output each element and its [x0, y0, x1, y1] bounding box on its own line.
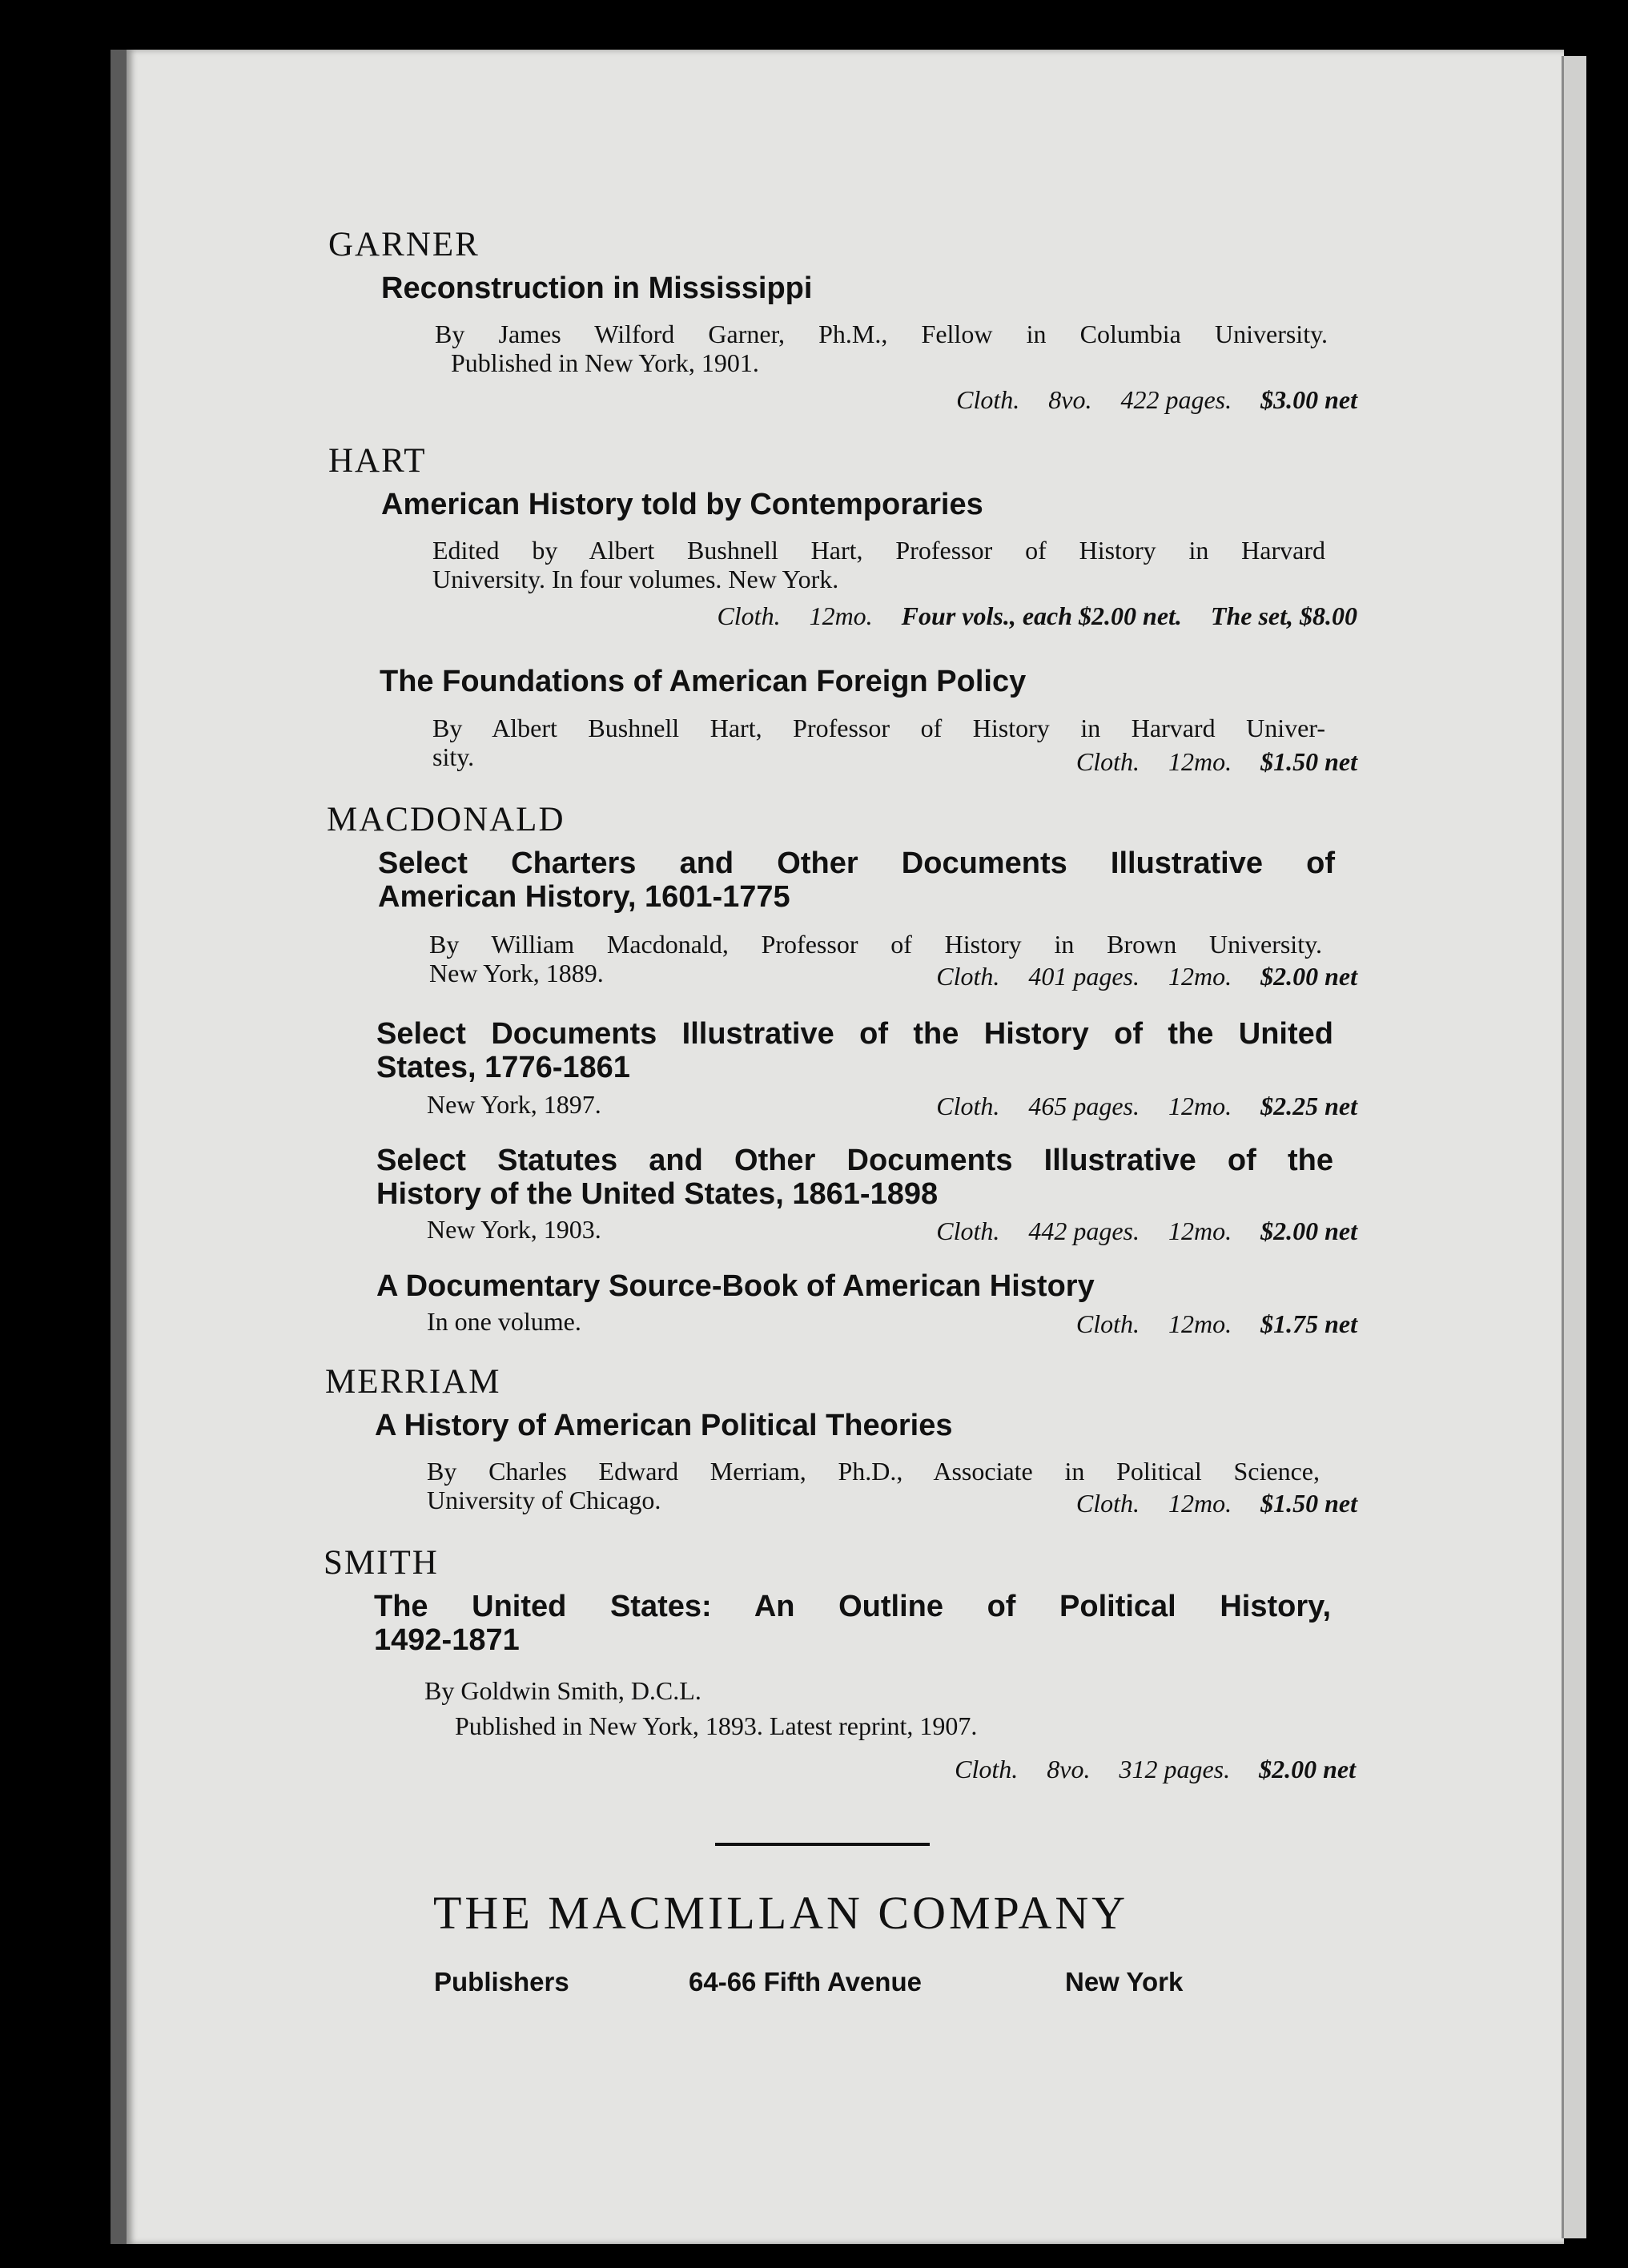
book-description: By William Macdonald, Professor of History in Brown University. [429, 930, 1322, 959]
catalog-page [127, 50, 1564, 2244]
author-heading-garner: GARNER [328, 226, 480, 263]
format: 12mo. [809, 601, 873, 630]
price: $1.75 net [1260, 1309, 1357, 1338]
binding: Cloth. [936, 1092, 1000, 1120]
book-description: New York, 1903. [427, 1215, 601, 1244]
author-heading-hart: HART [328, 442, 427, 480]
publisher-label: Publishers [434, 1967, 569, 1997]
binding: Cloth. [1075, 1309, 1140, 1338]
book-description: By James Wilford Garner, Ph.M., Fellow in Columbia University. [435, 320, 1328, 348]
book-description: Published in New York, 1893. Latest reprint, 1907. [455, 1711, 978, 1740]
book-title-foundations-foreign-policy: The Foundations of American Foreign Policy [380, 665, 1027, 698]
book-description: New York, 1897. [427, 1090, 601, 1119]
book-description: Published in New York, 1901. [451, 348, 759, 377]
publisher-name: THE MACMILLAN COMPANY [433, 1887, 1129, 1939]
book-title-american-political-theories: A History of American Political Theories [375, 1409, 953, 1442]
author-heading-merriam: MERRIAM [325, 1363, 501, 1401]
format: 12mo. [1168, 962, 1232, 991]
format: 8vo. [1048, 385, 1092, 414]
page-count: 401 pages. [1028, 962, 1140, 991]
binding: Cloth. [936, 1216, 1000, 1245]
binding: Cloth. [1075, 747, 1140, 776]
book-description: By Charles Edward Merriam, Ph.D., Associate in Political Science, [427, 1457, 1320, 1486]
set-price: The set, $8.00 [1210, 601, 1357, 630]
book-title-select-charters-line2: American History, 1601-1775 [378, 880, 790, 914]
book-title-select-documents-line2: States, 1776-1861 [376, 1051, 630, 1084]
book-price-line [907, 961, 1357, 991]
page-count: 442 pages. [1028, 1216, 1140, 1245]
price: $2.00 net [1259, 1755, 1356, 1783]
page-content [127, 50, 1564, 2244]
publisher-city: New York [1065, 1967, 1184, 1997]
volume-price: Four vols., each $2.00 net. [901, 601, 1182, 630]
book-description: In one volume. [427, 1307, 581, 1336]
book-title-united-states-outline: The United States: An Outline of Political History, [374, 1590, 1331, 1623]
page-count: 465 pages. [1028, 1092, 1140, 1120]
book-description: University. In four volumes. New York. [432, 565, 839, 593]
book-price-line [1047, 1488, 1357, 1518]
book-price-line [1047, 1309, 1357, 1339]
page-right-edge [1562, 56, 1586, 2238]
format: 12mo. [1168, 747, 1232, 776]
page-count: 422 pages. [1120, 385, 1232, 414]
price: $1.50 net [1260, 747, 1357, 776]
price: $2.00 net [1260, 1216, 1357, 1245]
book-title-select-charters: Select Charters and Other Documents Illustrative of [378, 846, 1335, 880]
binding: Cloth. [717, 601, 781, 630]
author-heading-macdonald: MACDONALD [327, 801, 565, 838]
price: $1.50 net [1260, 1489, 1357, 1518]
binding: Cloth. [936, 962, 1000, 991]
page-count: 312 pages. [1119, 1755, 1231, 1783]
book-description: sity. [432, 742, 475, 771]
format: 12mo. [1168, 1216, 1232, 1245]
book-price-line [927, 384, 1357, 415]
book-description: By Goldwin Smith, D.C.L. [424, 1676, 701, 1705]
format: 12mo. [1168, 1309, 1232, 1338]
book-price-line [1047, 746, 1357, 777]
book-description: University of Chicago. [427, 1486, 661, 1514]
book-title-select-documents: Select Documents Illustrative of the History of the United [376, 1017, 1333, 1051]
book-price-line [688, 601, 1357, 631]
price: $2.25 net [1260, 1092, 1357, 1120]
book-title-american-history-contemporaries: American History told by Contemporaries [381, 488, 983, 521]
book-description: By Albert Bushnell Hart, Professor of History in Harvard Univer- [432, 714, 1325, 742]
price: $3.00 net [1260, 385, 1357, 414]
book-price-line [926, 1754, 1356, 1784]
divider-rule [715, 1843, 930, 1846]
book-title-select-statutes: Select Statutes and Other Documents Illustrative of the [376, 1144, 1333, 1177]
price: $2.00 net [1260, 962, 1357, 991]
format: 12mo. [1168, 1489, 1232, 1518]
book-title-select-statutes-line2: History of the United States, 1861-1898 [376, 1177, 939, 1211]
book-title-reconstruction-mississippi: Reconstruction in Mississippi [381, 271, 813, 305]
book-description: New York, 1889. [429, 959, 604, 987]
format: 12mo. [1168, 1092, 1232, 1120]
book-price-line [907, 1091, 1357, 1121]
book-description: Edited by Albert Bushnell Hart, Professor of History in Harvard [432, 536, 1325, 565]
binding: Cloth. [956, 385, 1020, 414]
author-heading-smith: SMITH [324, 1544, 439, 1582]
binding: Cloth. [955, 1755, 1019, 1783]
book-price-line [907, 1216, 1357, 1246]
binding: Cloth. [1075, 1489, 1140, 1518]
format: 8vo. [1047, 1755, 1091, 1783]
book-title-documentary-source-book: A Documentary Source-Book of American History [376, 1269, 1095, 1303]
book-title-united-states-outline-line2: 1492-1871 [374, 1623, 520, 1657]
publisher-address: 64-66 Fifth Avenue [689, 1967, 922, 1997]
